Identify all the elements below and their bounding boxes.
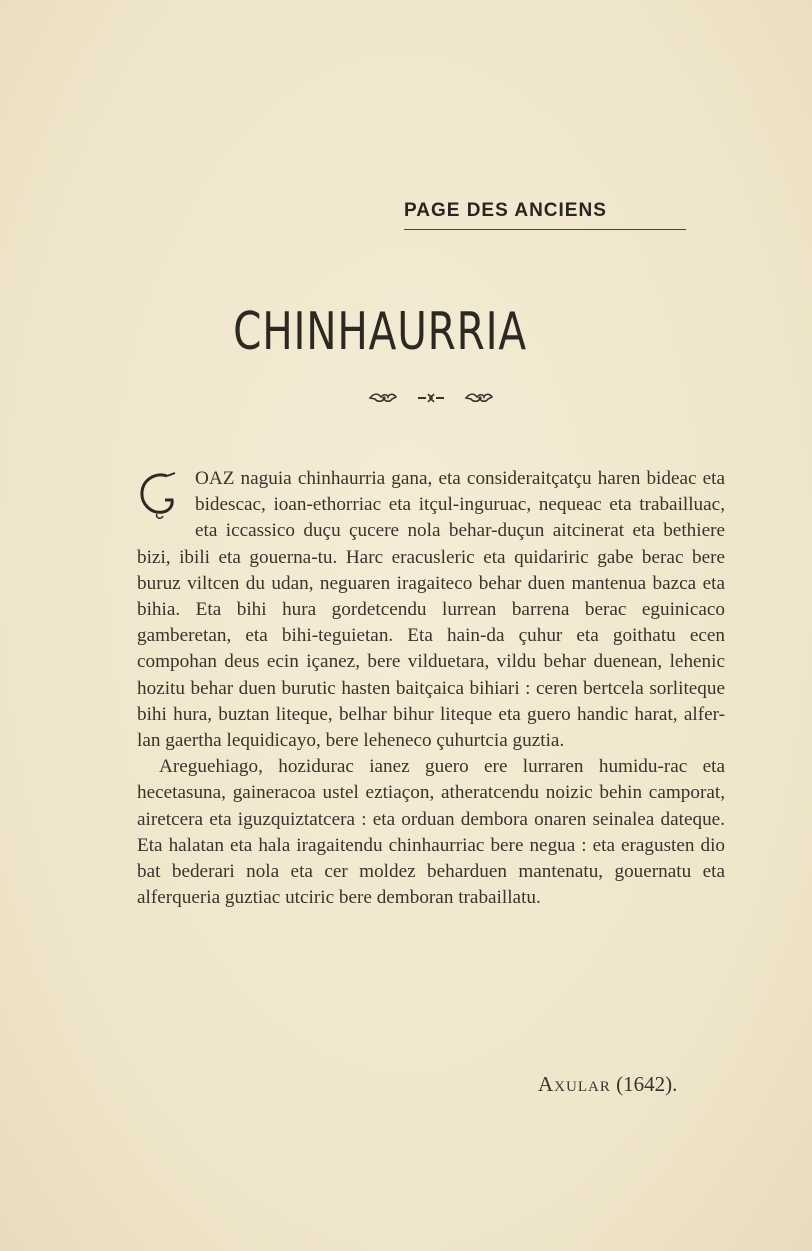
author-attribution	[538, 1072, 677, 1097]
paragraph-2: Areguehiago, hozidurac ianez guero ere lurraren humidu-rac eta hecetasuna, gaineracoa ustel eztiaçon, atheratcendu noizic behin camporat, airetcera eta iguzquiztatcera : eta orduan dembora onaren seinalea dateque. Eta halatan eta hala iragaitendu chinhaurriac bere negua : eta eragusten dio bat bederari nola eta cer moldez beharduen mantenatu, gouernatu eta alferqueria guztiac utciric bere demboran trabaillatu.	[137, 756, 725, 909]
header-rule	[404, 229, 686, 230]
article-body	[137, 466, 725, 911]
author-name: Axular	[538, 1072, 611, 1096]
article-title: CHINHAURRIA	[233, 302, 527, 362]
ornament-row	[368, 388, 498, 408]
fleuron-icon	[466, 394, 492, 401]
drop-cap-icon	[137, 470, 191, 520]
first-word: OAZ	[195, 468, 235, 489]
section-header	[404, 200, 694, 222]
paragraph-1	[137, 466, 725, 754]
paragraph-1-text: naguia chinhaurria gana, eta consideraitçatçu haren bideac eta bidescac, ioan-ethorriac eta itçul-inguruac, nequeac eta trabailluac, eta iccassico duçu çucere nola behar-duçun aitcinerat eta bethiere bizi, ibili eta gouerna-tu. Harc eracusleric eta quidariric gabe berac bere buruz viltcen du udan, neguaren iragaiteco behar duen mantenua bazca eta bihia. Eta bihi hura gordetcendu lurrean barrena berac eguinicaco gamberetan, eta bihi-teguietan. Eta hain-da çuhur eta goithatu ecen compohan deus ecin içanez, bere vilduetara, vildu behar duenean, lehenic hozitu behar duen burutic hasten baitçaica bihiari : ceren bertcela sorliteque bihi hura, buztan liteque, belhar bihur liteque eta guero handic harat, alfer-lan gaertha lequidicayo, bere leheneco çuhurtcia guztia.	[137, 468, 725, 752]
section-title: PAGE DES ANCIENS	[404, 200, 607, 221]
fleuron-icon	[418, 394, 444, 402]
fleuron-icon	[370, 394, 396, 401]
author-year: (1642).	[616, 1072, 678, 1096]
